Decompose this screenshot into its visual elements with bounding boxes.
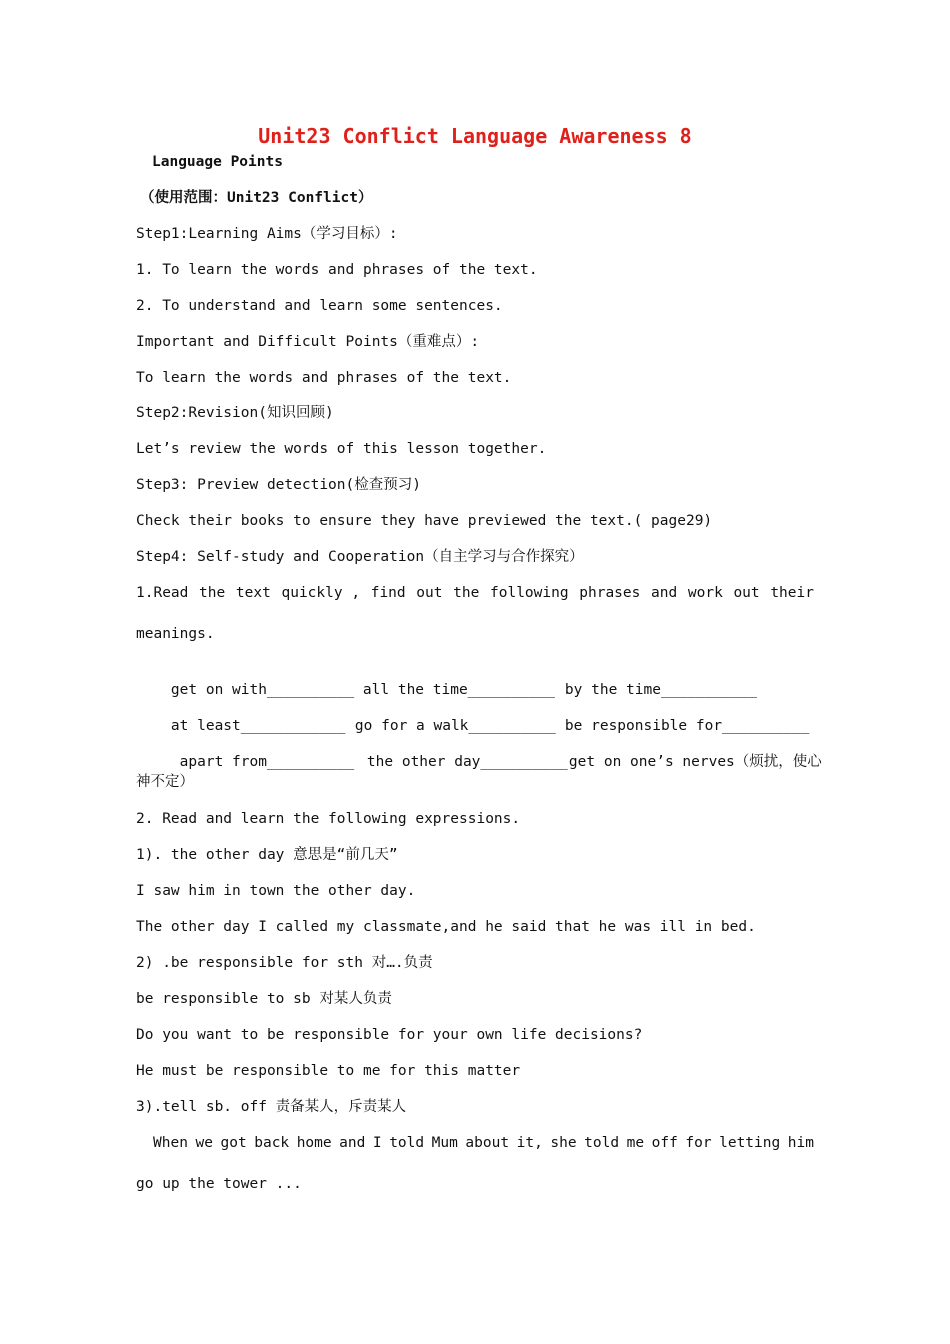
phrase-blank: apart from__________ (170, 754, 355, 770)
phrase-blank: go for a walk__________ (354, 718, 556, 734)
expression-1-example-1: I saw him in town the other day. (136, 883, 416, 899)
word: got (220, 1135, 247, 1151)
word: we (195, 1135, 213, 1151)
word: letting (719, 1135, 781, 1151)
word: text (235, 585, 271, 601)
phrase-blank: get on with__________ (170, 682, 355, 698)
word: the (199, 585, 226, 601)
expression-2-heading: 2) .be responsible for sth 对….负责 (136, 955, 433, 971)
word: home (296, 1135, 332, 1151)
word: phrases (579, 585, 641, 601)
expression-3-example-line (153, 1133, 814, 1153)
expression-2-example-2: He must be responsible to me for this matter (136, 1063, 521, 1079)
step1-heading: Step1:Learning Aims（学习目标）: (136, 226, 398, 242)
task2-heading: 2. Read and learn the following expressions. (136, 811, 521, 827)
word: I (372, 1135, 382, 1151)
expression-1-heading: 1). the other day 意思是“前几天” (136, 847, 398, 863)
word: Mum (431, 1135, 458, 1151)
word: following (490, 585, 569, 601)
step2-heading: Step2:Revision(知识回顾) (136, 405, 334, 421)
word: quickly , (281, 585, 361, 601)
expression-2-example-1: Do you want to be responsible for your own life decisions? (136, 1027, 643, 1043)
word: the (453, 585, 480, 601)
word: and (339, 1135, 366, 1151)
important-text: To learn the words and phrases of the text. (136, 370, 512, 386)
word: about (465, 1135, 510, 1151)
phrase-blank: be responsible for__________ (564, 718, 810, 734)
document-title: Unit23 Conflict Language Awareness 8 (258, 124, 692, 148)
important-heading: Important and Difficult Points（重难点）: (136, 334, 480, 350)
word: told (584, 1135, 620, 1151)
expression-1-example-2: The other day I called my classmate,and he said that he was ill in bed. (136, 919, 756, 935)
step3-text: Check their books to ensure they have previewed the text.( page29) (136, 513, 713, 529)
phrase-blank: by the time___________ (564, 682, 757, 698)
word: she (550, 1135, 577, 1151)
phrase-blank: at least____________ (170, 718, 346, 734)
phrase-blank: all the time__________ (362, 682, 555, 698)
word: and (651, 585, 678, 601)
phrase-blank: get on one’s nerves（烦扰，使心 (568, 754, 822, 770)
aim-1: 1. To learn the words and phrases of the text. (136, 262, 538, 278)
word: work (687, 585, 723, 601)
expression-2-sub: be responsible to sb 对某人负责 (136, 991, 392, 1007)
step3-heading: Step3: Preview detection(检查预习) (136, 477, 421, 493)
word: it, (516, 1135, 543, 1151)
word: off (651, 1135, 678, 1151)
word: out (733, 585, 760, 601)
phrase-row-3 (136, 732, 822, 792)
task1-line (136, 583, 814, 603)
word: for (685, 1135, 712, 1151)
word: 1.Read (136, 585, 189, 601)
scope-line: （使用范围：Unit23 Conflict） (140, 190, 373, 206)
expression-3-example-end: go up the tower ... (136, 1176, 302, 1192)
word: their (770, 585, 814, 601)
word: out (416, 585, 443, 601)
step4-heading: Step4: Self-study and Cooperation（自主学习与合作探究） (136, 549, 584, 565)
word: find (370, 585, 406, 601)
step2-text: Let’s review the words of this lesson together. (136, 441, 547, 457)
word: him (787, 1135, 814, 1151)
aim-2: 2. To understand and learn some sentences. (136, 298, 503, 314)
task1-end: meanings. (136, 626, 215, 642)
phrase-row-3-end: 神不定） (136, 774, 194, 790)
phrase-blank: the other day__________ (366, 754, 568, 770)
expression-3-heading: 3).tell sb. off 责备某人，斥责某人 (136, 1099, 407, 1115)
word: me (626, 1135, 645, 1151)
word: told (389, 1135, 425, 1151)
word: back (254, 1135, 290, 1151)
subtitle: Language Points (152, 154, 283, 170)
word: When (153, 1135, 188, 1151)
